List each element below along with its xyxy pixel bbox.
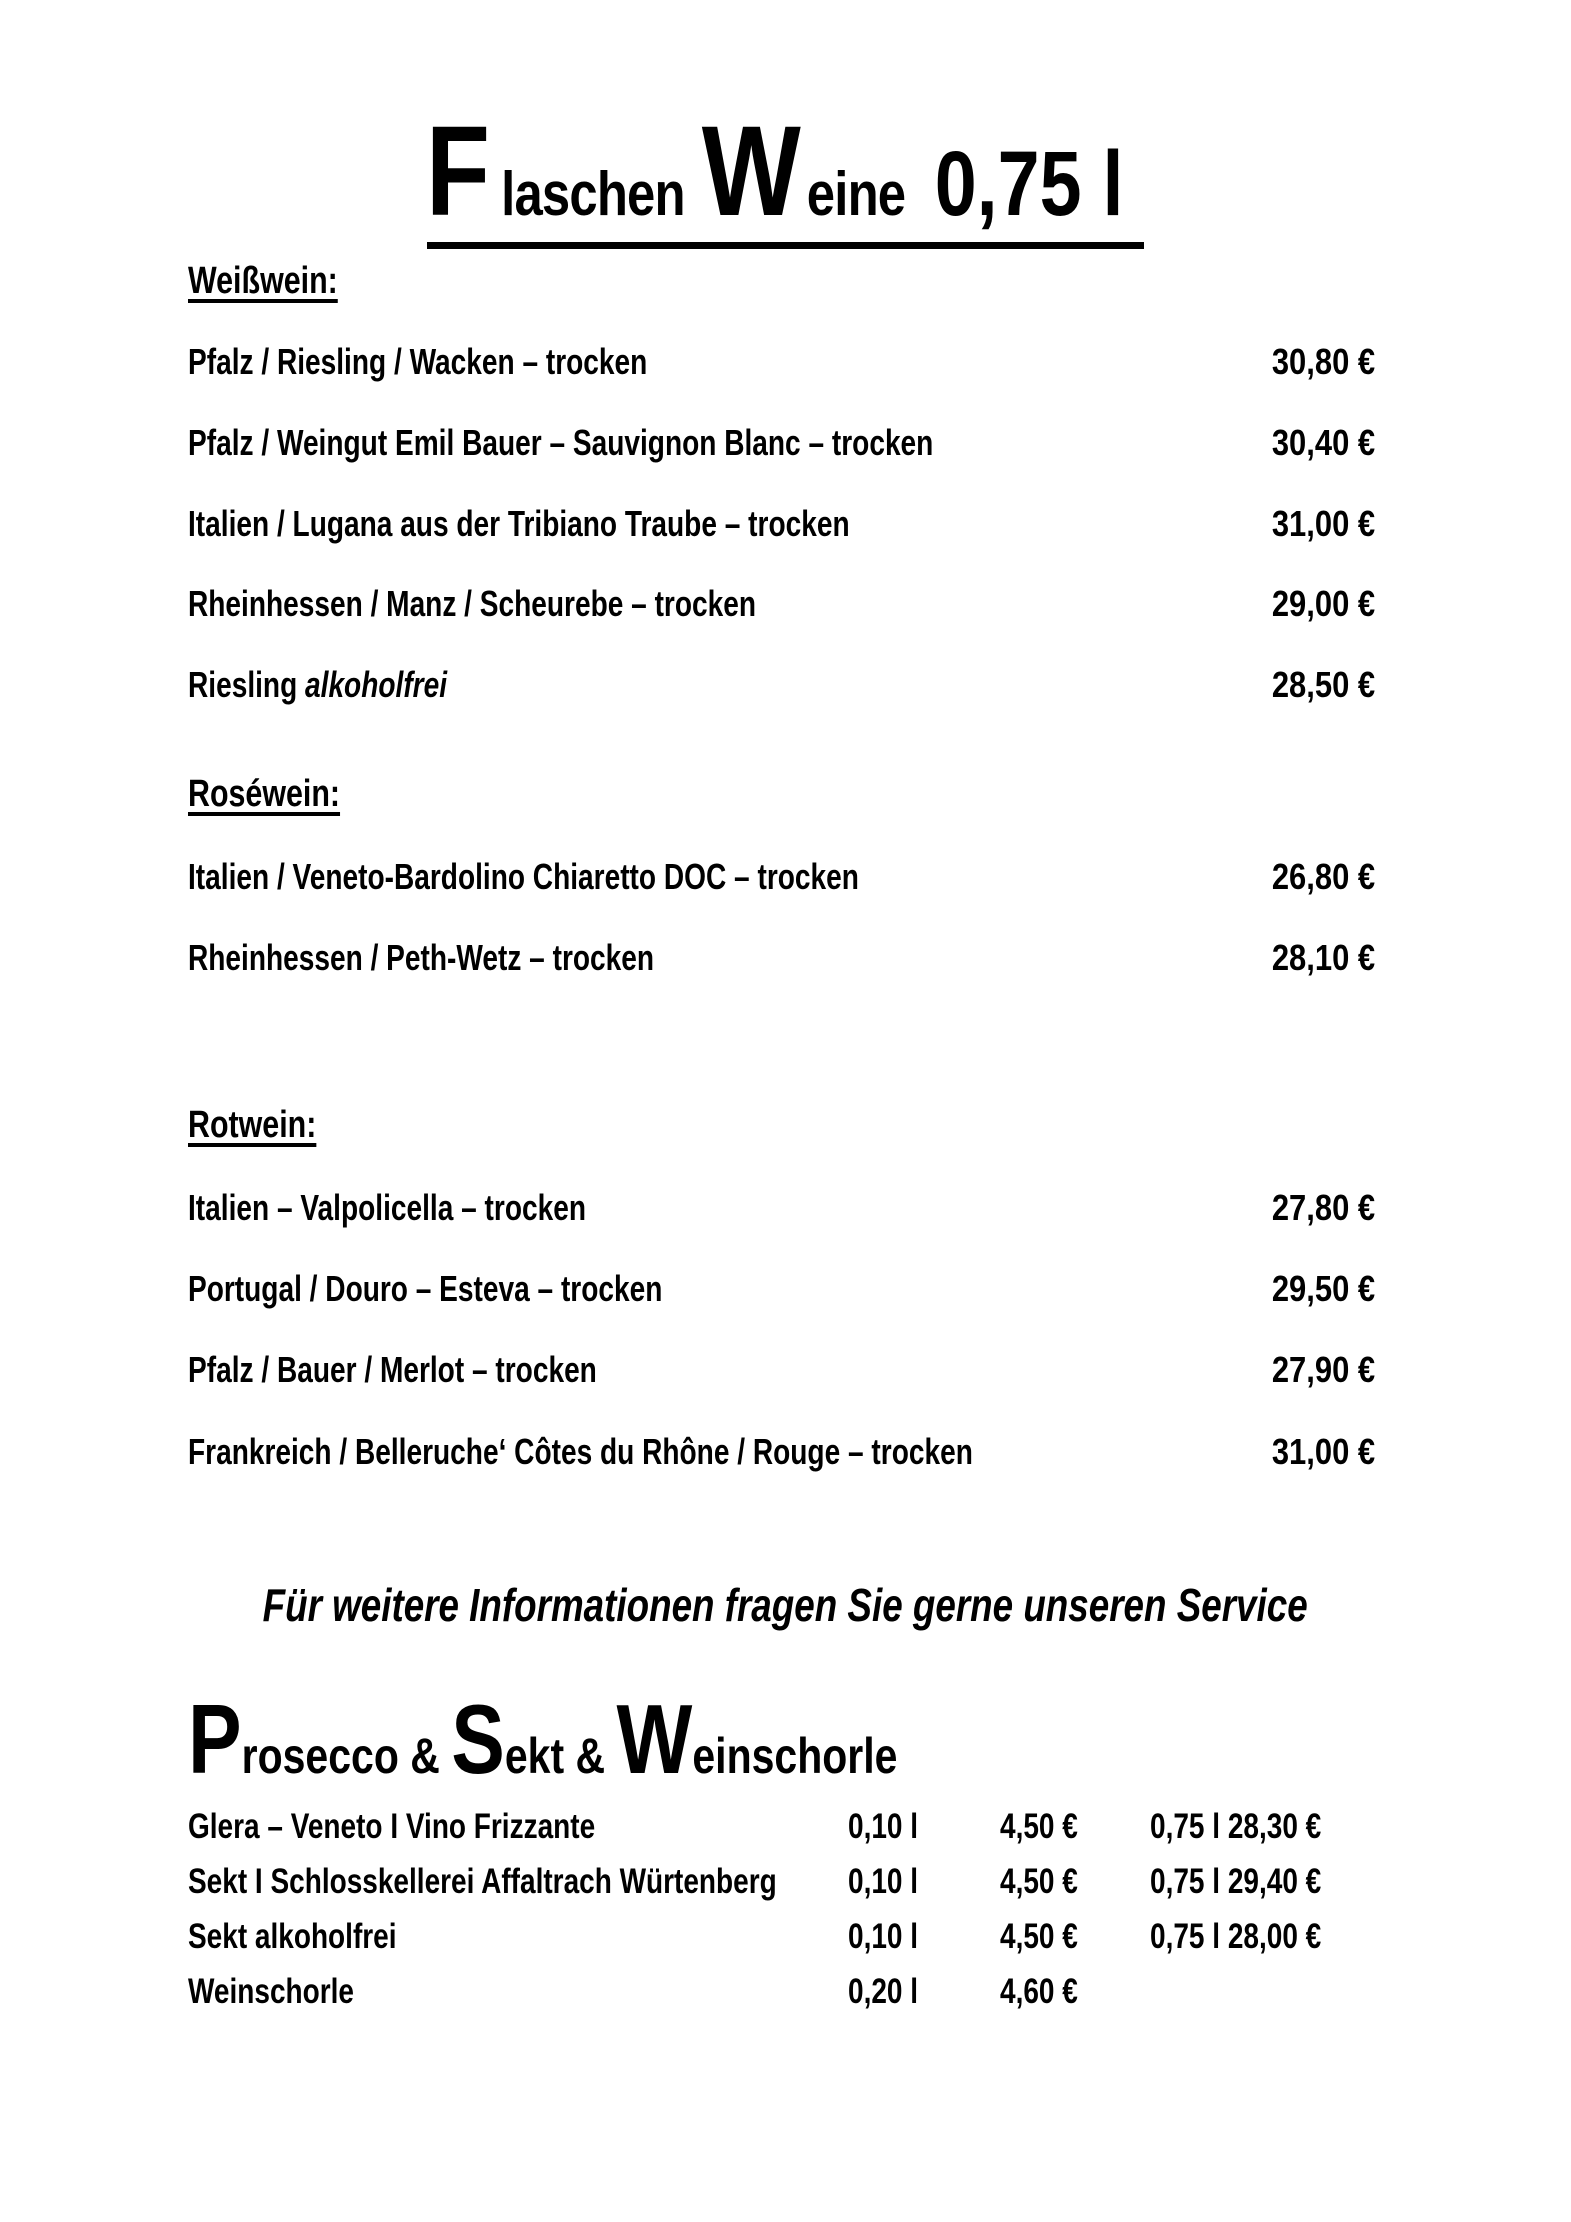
page-title bbox=[0, 100, 1571, 249]
prosecco-item-bottle-text: 0,75 l 29,40 € bbox=[1150, 1862, 1322, 1901]
title-part-eine: eine bbox=[806, 160, 906, 229]
wine-item-price-text: 27,90 € bbox=[1271, 1349, 1375, 1390]
prosecco-item-name bbox=[188, 1809, 697, 1844]
wine-item-name bbox=[188, 856, 1048, 897]
prosecco-item-name bbox=[188, 1864, 924, 1899]
wine-item-price-text: 29,50 € bbox=[1271, 1268, 1375, 1309]
prosecco-item-volume-text: 0,10 l bbox=[848, 1917, 919, 1956]
prosecco-item-price bbox=[1000, 1919, 1097, 1954]
section-heading-text: Rotwein: bbox=[188, 1104, 317, 1146]
prosecco-item-bottle-text: 0,75 l 28,30 € bbox=[1150, 1807, 1322, 1846]
prosecco-heading bbox=[188, 1684, 1053, 1794]
prosecco-item-name bbox=[188, 1919, 449, 1954]
wine-item-name bbox=[188, 1349, 712, 1390]
wine-item-price bbox=[1255, 341, 1375, 382]
wine-item-price-text: 28,50 € bbox=[1271, 664, 1375, 705]
wine-item-name bbox=[188, 583, 916, 624]
wine-item-price-text: 27,80 € bbox=[1271, 1187, 1375, 1228]
prosecco-item-volume bbox=[848, 1809, 936, 1844]
page-title-underlined bbox=[425, 100, 1144, 249]
prosecco-item-price bbox=[1000, 1974, 1097, 2009]
wine-item-name-text: Rheinhessen / Peth-Wetz – trocken bbox=[188, 937, 655, 978]
title-initial-f: F bbox=[425, 100, 489, 243]
prosecco-item-price bbox=[1000, 1864, 1097, 1899]
section-heading-weisswein bbox=[188, 262, 375, 300]
wine-item-name-text: Portugal / Douro – Esteva – trocken bbox=[188, 1268, 663, 1309]
prosecco-initial-s: S bbox=[451, 1684, 505, 1794]
wine-item-name bbox=[188, 1431, 1194, 1472]
wine-item-name-text: Pfalz / Bauer / Merlot – trocken bbox=[188, 1349, 597, 1390]
service-note bbox=[0, 1579, 1571, 1631]
section-heading-text: Roséwein: bbox=[188, 773, 341, 815]
section-heading-text: Weißwein: bbox=[188, 260, 338, 302]
wine-item-name bbox=[188, 341, 777, 382]
section-heading-rotwein bbox=[188, 1106, 348, 1144]
wine-item-name-text: Rheinhessen / Manz / Scheurebe – trocken bbox=[188, 583, 757, 624]
prosecco-item-volume bbox=[848, 1864, 936, 1899]
wine-item-price bbox=[1255, 1187, 1375, 1228]
title-volume: 0,75 l bbox=[934, 133, 1124, 235]
prosecco-heading-inner bbox=[188, 1684, 898, 1794]
wine-item-name-text: Frankreich / Belleruche‘ Côtes du Rhône / Rouge – trocken bbox=[188, 1431, 973, 1472]
wine-item-name bbox=[188, 1268, 796, 1309]
prosecco-item-price-text: 4,50 € bbox=[1000, 1807, 1078, 1846]
wine-item-italic-note: alkoholfrei bbox=[305, 664, 448, 705]
wine-item-name bbox=[188, 664, 520, 705]
prosecco-item-price-text: 4,50 € bbox=[1000, 1917, 1078, 1956]
wine-item-name bbox=[188, 422, 1144, 463]
wine-item-price-text: 29,00 € bbox=[1271, 583, 1375, 624]
title-initial-w: W bbox=[701, 100, 800, 243]
prosecco-item-price-text: 4,50 € bbox=[1000, 1862, 1078, 1901]
prosecco-part-rosecco: rosecco & bbox=[241, 1728, 452, 1784]
wine-item-price-text: 31,00 € bbox=[1271, 503, 1375, 544]
prosecco-item-name-text: Sekt alkoholfrei bbox=[188, 1917, 397, 1956]
prosecco-item-bottle-price bbox=[1150, 1864, 1364, 1899]
wine-item-price-text: 31,00 € bbox=[1271, 1431, 1375, 1472]
prosecco-item-bottle-text: 0,75 l 28,00 € bbox=[1150, 1917, 1322, 1956]
prosecco-item-name-text: Weinschorle bbox=[188, 1972, 354, 2011]
wine-item-price bbox=[1255, 1268, 1375, 1309]
service-note-text: Für weitere Informationen fragen Sie gerne unseren Service bbox=[262, 1579, 1309, 1631]
prosecco-item-name-text: Sekt I Schlosskellerei Affaltrach Würtenberg bbox=[188, 1862, 777, 1901]
wine-item-price-text: 28,10 € bbox=[1271, 937, 1375, 978]
prosecco-item-name bbox=[188, 1974, 395, 2009]
wine-item-name bbox=[188, 937, 785, 978]
wine-item-price bbox=[1255, 1431, 1375, 1472]
section-heading-rosewein bbox=[188, 775, 378, 813]
prosecco-item-volume bbox=[848, 1974, 936, 2009]
prosecco-item-volume bbox=[848, 1919, 936, 1954]
prosecco-part-ekt: ekt & bbox=[504, 1728, 617, 1784]
wine-item-name bbox=[188, 503, 1036, 544]
wine-item-name-text: Pfalz / Riesling / Wacken – trocken bbox=[188, 341, 648, 382]
wine-item-price bbox=[1255, 1349, 1375, 1390]
title-part-laschen: laschen bbox=[501, 160, 685, 229]
wine-item-price-text: 30,40 € bbox=[1271, 422, 1375, 463]
prosecco-item-name-text: Glera – Veneto I Vino Frizzante bbox=[188, 1807, 596, 1846]
prosecco-item-bottle-price bbox=[1150, 1809, 1364, 1844]
wine-item-name bbox=[188, 1187, 698, 1228]
prosecco-item-volume-text: 0,10 l bbox=[848, 1862, 919, 1901]
wine-item-name-text: Italien / Lugana aus der Tribiano Traube – trocken bbox=[188, 503, 850, 544]
wine-item-price-text: 26,80 € bbox=[1271, 856, 1375, 897]
prosecco-item-volume-text: 0,20 l bbox=[848, 1972, 919, 2011]
wine-item-price-text: 30,80 € bbox=[1271, 341, 1375, 382]
wine-item-price bbox=[1255, 422, 1375, 463]
prosecco-item-price bbox=[1000, 1809, 1097, 1844]
prosecco-item-price-text: 4,60 € bbox=[1000, 1972, 1078, 2011]
wine-item-price bbox=[1255, 856, 1375, 897]
wine-item-name-text: Riesling bbox=[188, 664, 306, 705]
prosecco-part-einschorle: einschorle bbox=[692, 1728, 898, 1784]
wine-item-price bbox=[1255, 664, 1375, 705]
prosecco-item-volume-text: 0,10 l bbox=[848, 1807, 919, 1846]
wine-item-price bbox=[1255, 503, 1375, 544]
wine-item-price bbox=[1255, 583, 1375, 624]
prosecco-item-bottle-price bbox=[1150, 1919, 1364, 1954]
wine-item-name-composite bbox=[188, 664, 448, 705]
prosecco-initial-w: W bbox=[616, 1684, 693, 1794]
wine-item-name-text: Pfalz / Weingut Emil Bauer – Sauvignon Blanc – trocken bbox=[188, 422, 934, 463]
wine-item-name-text: Italien / Veneto-Bardolino Chiaretto DOC – trocken bbox=[188, 856, 859, 897]
wine-item-name-text: Italien – Valpolicella – trocken bbox=[188, 1187, 586, 1228]
prosecco-initial-p: P bbox=[188, 1684, 242, 1794]
wine-item-price bbox=[1255, 937, 1375, 978]
